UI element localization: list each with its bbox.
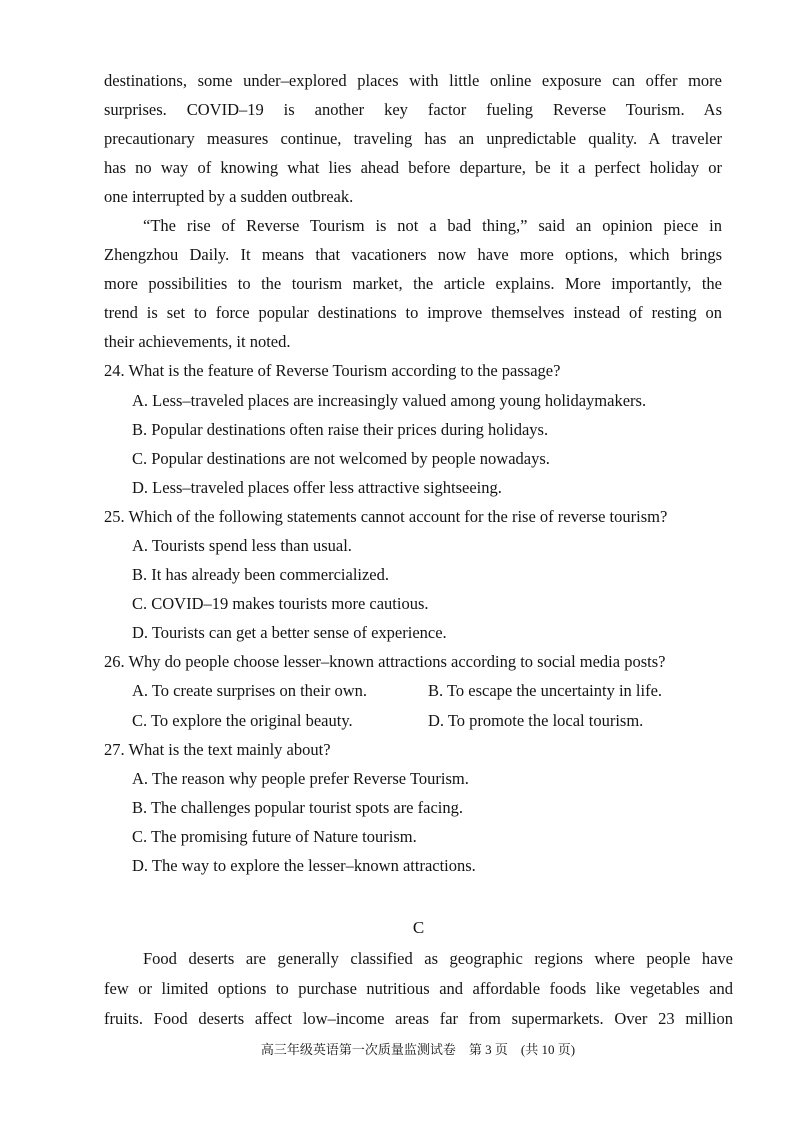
passage-line: their achievements, it noted. (104, 332, 291, 352)
option-c: C. The promising future of Nature tourism. (132, 826, 417, 846)
question-stem: 25. Which of the following statements cannot account for the rise of reverse tourism? (104, 506, 668, 526)
passage-line: more possibilities to the tourism market, the article explains. More importantly, the (104, 274, 722, 294)
question-26 (104, 647, 722, 734)
page-footer: 高三年级英语第一次质量监测试卷 第 3 页 (共 10 页) (260, 1042, 576, 1057)
question-stem: 26. Why do people choose lesser–known attractions according to social media posts? (104, 652, 666, 672)
option-a: A. The reason why people prefer Reverse Tourism. (132, 768, 469, 788)
option-b: B. Popular destinations often raise their prices during holidays. (132, 419, 549, 439)
section-heading: C (412, 917, 425, 937)
option-b: B. To escape the uncertainty in life. (428, 681, 663, 701)
passage-line: surprises. COVID–19 is another key factor fueling Reverse Tourism. As (104, 99, 722, 119)
passage-line: Food deserts are generally classified as geographic regions where people have (143, 949, 733, 968)
option-row (104, 706, 722, 735)
passage-line: fruits. Food deserts affect low–income areas far from supermarkets. Over 23 million (104, 1009, 733, 1028)
option-d: D. The way to explore the lesser–known attractions. (132, 856, 476, 876)
option-c: C. To explore the original beauty. (132, 710, 353, 730)
option-a: A. Less–traveled places are increasingly valued among young holidaymakers. (132, 390, 647, 410)
question-27 (104, 735, 722, 880)
passage-line: trend is set to force popular destinations to improve themselves instead of resting on (104, 303, 722, 323)
question-stem: 24. What is the feature of Reverse Tourism according to the passage? (104, 361, 561, 381)
passage-line: has no way of knowing what lies ahead before departure, be it a perfect holiday or (104, 157, 722, 177)
passage-line: destinations, some under–explored places with little online exposure can offer more (104, 70, 722, 90)
option-d: D. Tourists can get a better sense of experience. (132, 623, 447, 643)
option-a: A. Tourists spend less than usual. (132, 536, 352, 555)
question-stem: 27. What is the text mainly about? (104, 739, 331, 759)
reading-passage-c (104, 913, 733, 1035)
question-25 (104, 502, 722, 647)
reading-passage-b (104, 66, 722, 881)
option-b: B. It has already been commercialized. (132, 565, 390, 585)
paragraph-2 (104, 211, 722, 356)
passage-line: “The rise of Reverse Tourism is not a bad thing,” said an opinion piece in (143, 215, 722, 235)
option-d: D. Less–traveled places offer less attractive sightseeing. (132, 477, 502, 497)
passage-line: one interrupted by a sudden outbreak. (104, 186, 354, 206)
option-c: C. COVID–19 makes tourists more cautious. (132, 594, 429, 614)
option-a: A. To create surprises on their own. (132, 681, 367, 701)
paragraph-1 (104, 66, 722, 211)
passage-line: precautionary measures continue, traveling has an unpredictable quality. A traveler (104, 128, 722, 148)
option-d: D. To promote the local tourism. (428, 710, 644, 730)
passage-line: Zhengzhou Daily. It means that vacationers now have more options, which brings (104, 245, 722, 265)
option-c: C. Popular destinations are not welcomed by people nowadays. (132, 448, 550, 468)
option-b: B. The challenges popular tourist spots are facing. (132, 797, 463, 817)
option-row (104, 676, 722, 705)
question-24 (104, 356, 722, 501)
passage-line: few or limited options to purchase nutritious and affordable foods like vegetables and (104, 979, 733, 998)
